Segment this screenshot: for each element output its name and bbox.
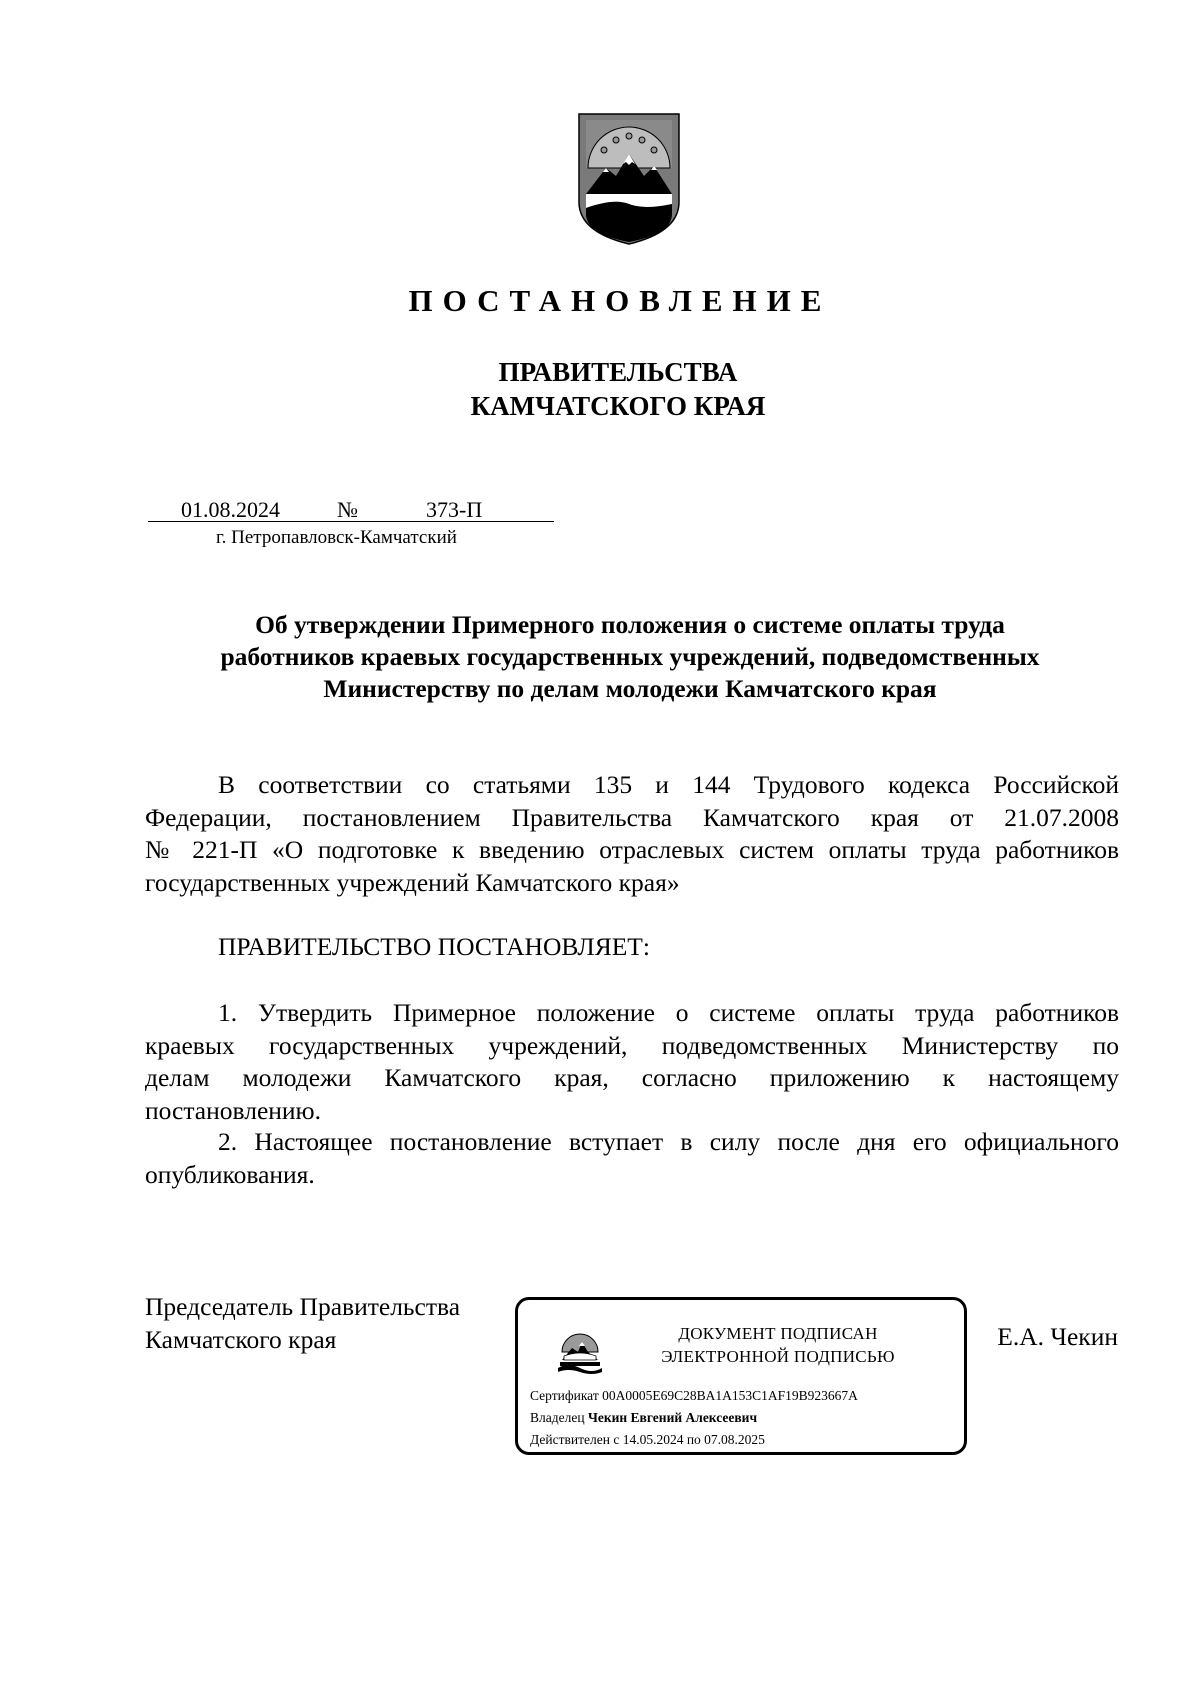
- document-type-title: ПОСТАНОВЛЕНИЕ: [408, 283, 832, 318]
- document-subject: [140, 609, 1120, 705]
- preamble-line: Федерации, постановлением Правительства Камчатского края от 21.07.2008: [145, 802, 1119, 832]
- validity-label: Действителен: [530, 1432, 610, 1447]
- subject-line: Министерству по делам молодежи Камчатского края: [323, 674, 937, 703]
- owner-value: Чекин Евгений Алексеевич: [587, 1410, 758, 1425]
- document-number: 373-П: [426, 497, 483, 522]
- registration-underline: [148, 521, 554, 522]
- stamp-title: [633, 1322, 923, 1368]
- subject-line: работников краевых государственных учреждений, подведомственных: [220, 642, 1040, 671]
- item-2-line: 2. Настоящее постановление вступает в силу после дня его официального: [218, 1127, 1119, 1156]
- item-1-line: краевых государственных учреждений, подведомственных Министерству по: [145, 1030, 1119, 1060]
- owner-label: Владелец: [530, 1410, 585, 1425]
- validity-from-word: с: [613, 1432, 620, 1447]
- issuer-line: ПРАВИТЕЛЬСТВА: [498, 357, 738, 387]
- signer-position-line: Камчатского края: [145, 1325, 337, 1354]
- preamble-line: В соответствии со статьями 135 и 144 Трудового кодекса Российской: [218, 770, 1119, 799]
- item-2-paragraph: [145, 1126, 1119, 1191]
- item-1-line: делам молодежи Камчатского края, согласно приложению к настоящему: [145, 1063, 1119, 1092]
- subject-line: Об утверждении Примерного положения о системе оплаты труда: [255, 610, 1005, 639]
- preamble-line: государственных учреждений Камчатского края»: [145, 867, 680, 897]
- document-date: 01.08.2024: [181, 497, 280, 522]
- stamp-details: [530, 1385, 858, 1451]
- stamp-owner-row: [530, 1407, 858, 1429]
- item-1-line: постановлению.: [145, 1095, 321, 1125]
- stamp-validity-row: [530, 1429, 858, 1451]
- kamchatka-coat-of-arms-icon: [574, 110, 684, 246]
- stamp-certificate-row: [530, 1385, 858, 1407]
- electronic-signature-stamp: [515, 1297, 967, 1455]
- issuer-title: [0, 355, 1200, 423]
- item-2-line: опубликования.: [145, 1159, 315, 1189]
- validity-to-date: 07.08.2025: [704, 1432, 765, 1447]
- kamchatka-coat-of-arms-icon: [556, 1322, 604, 1376]
- item-1-paragraph: [145, 997, 1119, 1127]
- validity-to-word: по: [686, 1432, 701, 1447]
- validity-from-date: 14.05.2024: [622, 1432, 684, 1447]
- preamble-paragraph: [145, 769, 1119, 899]
- signer-position: [145, 1290, 460, 1356]
- signer-position-line: Председатель Правительства: [145, 1292, 461, 1321]
- signer-name: Е.А. Чекин: [997, 1322, 1118, 1351]
- certificate-value: 00A0005E69C28BA1A153C1AF19B923667A: [602, 1388, 858, 1403]
- number-sign: №: [337, 497, 358, 522]
- stamp-title-line: ЭЛЕКТРОННОЙ ПОДПИСЬЮ: [661, 1347, 895, 1366]
- certificate-label: Сертификат: [530, 1388, 599, 1403]
- registration-row: [148, 497, 554, 523]
- stamp-title-line: ДОКУМЕНТ ПОДПИСАН: [678, 1324, 878, 1343]
- issuer-line: КАМЧАТСКОГО КРАЯ: [470, 391, 766, 421]
- resolves-heading: ПРАВИТЕЛЬСТВО ПОСТАНОВЛЯЕТ:: [218, 932, 650, 961]
- preamble-line: № 221-П «О подготовке к введению отраслевых систем оплаты труда работников: [145, 835, 1119, 864]
- document-place: г. Петропавловск-Камчатский: [216, 527, 457, 548]
- item-1-line: 1. Утвердить Примерное положение о системе оплаты труда работников: [218, 998, 1119, 1027]
